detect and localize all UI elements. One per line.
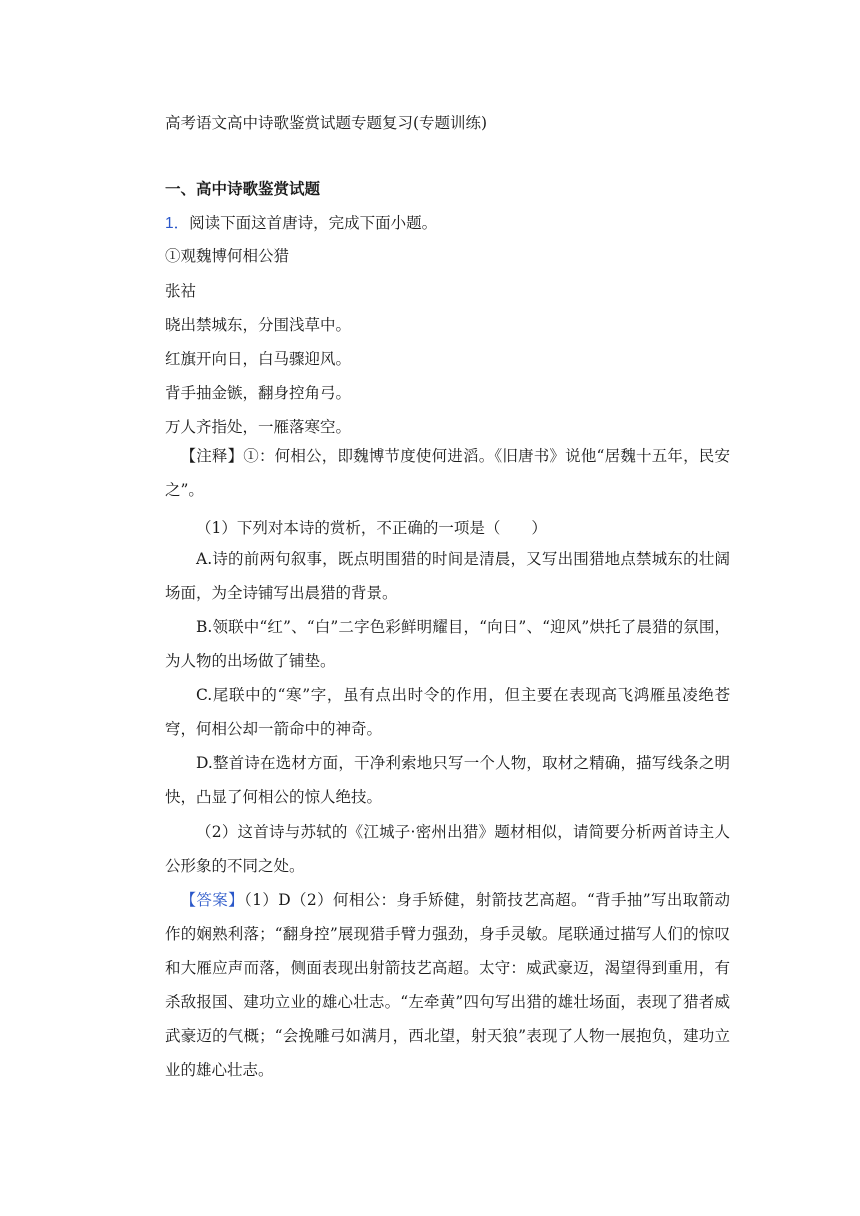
section-heading: 一、高中诗歌鉴赏试题: [165, 180, 321, 198]
question-1: [165, 212, 437, 235]
option-b: B.领联中“红”、“白”二字色彩鲜明耀目，“向日”、“迎风”烘托了晨猎的氛围，为人物的出场做了铺垫。: [165, 618, 730, 670]
option-a: A.诗的前两句叙事，既点明围猎的时间是清晨，又写出围猎地点禁城东的壮阔场面，为全诗铺写出晨猎的背景。: [165, 550, 730, 602]
poem-line: 晓出禁城东，分围浅草中。: [165, 316, 352, 334]
sub-question-2: （2）这首诗与苏轼的《江城子·密州出猎》题材相似，请简要分析两首诗主人公形象的不同之处。: [165, 823, 730, 875]
document-title: 高考语文高中诗歌鉴赏试题专题复习(专题训练): [165, 114, 488, 132]
poem-line: 万人齐指处，一雁落寒空。: [165, 418, 352, 436]
answer-text: （1）D（2）何相公：身手矫健，射箭技艺高超。“背手抽”写出取箭动作的娴熟利落；“翻身控”展现猎手臂力强劲，身手灵敏。尾联通过描写人们的惊叹和大雁应声而落，侧面表现出射箭技艺高超。太守：威武豪迈，渴望得到重用，有杀敌报国、建功立业的雄心壮志。“左牵黄”四句写出猎的雄壮场面，表现了猎者威武豪迈的气概；“会挽雕弓如满月，西北望，射天狼”表现了人物一展抱负，建功立业的雄心壮志。: [165, 891, 730, 1079]
question-prompt: 阅读下面这首唐诗，完成下面小题。: [189, 214, 438, 232]
poem-line: 背手抽金镞，翻身控角弓。: [165, 384, 352, 402]
answer-block: [165, 883, 730, 1087]
option-d: D.整首诗在选材方面，干净利索地只写一个人物，取材之精确，描写线条之明快，凸显了何相公的惊人绝技。: [165, 754, 730, 806]
poem-line: 红旗开向日，白马骤迎风。: [165, 350, 352, 368]
question-number: 1．: [165, 215, 190, 232]
answer-tag: 【答案】: [180, 891, 244, 909]
poem-author: 张祜: [165, 282, 197, 300]
poem-title: ①观魏博何相公猎: [165, 247, 290, 265]
option-c: C.尾联中的“寒”字，虽有点出时令的作用，但主要在表现高飞鸿雁虽凌绝苍穹，何相公却一箭命中的神奇。: [165, 686, 730, 738]
sub-question-1: （1）下列对本诗的赏析，不正确的一项是（ ）: [196, 519, 547, 537]
poem-note: 【注释】①：何相公，即魏博节度使何进滔。《旧唐书》说他“居魏十五年，民安之”。: [165, 447, 730, 499]
